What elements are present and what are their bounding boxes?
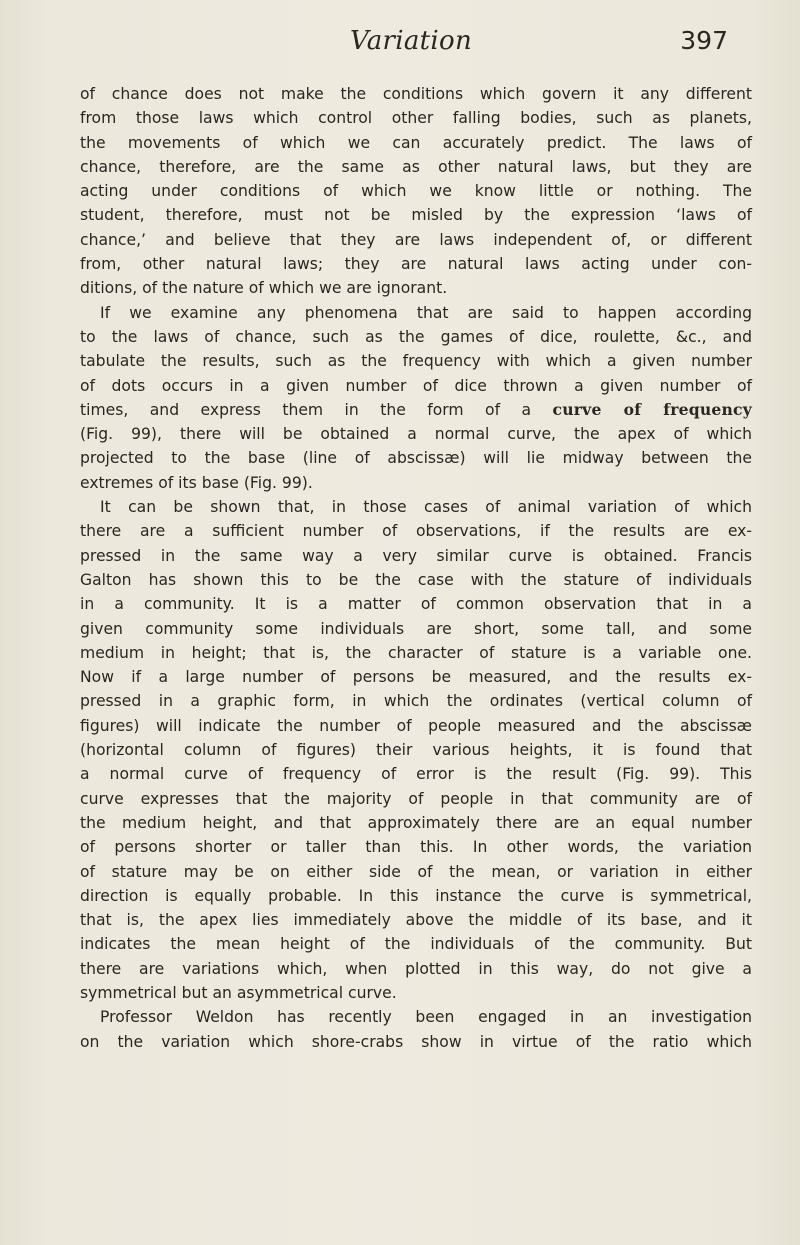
text-line-content: direction is equally probable. In this instance the curve is symmetrical, (80, 886, 752, 905)
text-line (80, 349, 752, 373)
page-number: 397 (680, 26, 728, 55)
text-line-content: of chance does not make the conditions which govern it any different (80, 85, 752, 103)
text-line-content: indicates the mean height of the individuals of the community. But (80, 935, 752, 954)
text-line (80, 155, 752, 179)
text-line-content: chance, therefore, are the same as other natural laws, but they are (80, 157, 752, 176)
text-line (80, 179, 752, 203)
text-line-content: student, therefore, must not be misled by the expression ‘laws of (80, 206, 752, 225)
text-line-content: from, other natural laws; they are natural laws acting under con- (80, 255, 752, 274)
text-line (80, 738, 752, 762)
text-line (80, 714, 752, 738)
text-line-content: symmetrical but an asymmetrical curve. (80, 983, 397, 1002)
text-line-content: medium in height; that is, the character of stature is a variable one. (80, 643, 752, 662)
text-line-content: on the variation which shore-crabs show in virtue of the ratio which (80, 1032, 752, 1051)
text-line-content: figures) will indicate the number of people measured and the abscissæ (80, 716, 752, 735)
text-line (80, 665, 752, 689)
text-line-content: tabulate the results, such as the frequency with which a given number (80, 352, 752, 371)
text-line (80, 908, 752, 932)
text-line (80, 301, 752, 325)
bold-term: curve of frequency (552, 399, 752, 419)
text-line-content: curve expresses that the majority of people in that community are of (80, 789, 752, 808)
text-line-content: the movements of which we can accurately predict. The laws of (80, 133, 752, 152)
text-line-content: ditions, of the nature of which we are ignorant. (80, 279, 448, 298)
text-line (80, 932, 752, 956)
text-line (80, 82, 752, 106)
text-line-content: of dots occurs in a given number of dice thrown a given number of (80, 376, 752, 395)
text-line-content: projected to the base (line of abscissæ) will lie midway between the (80, 449, 752, 468)
text-line (80, 252, 752, 276)
text-line-content: pressed in a graphic form, in which the ordinates (vertical column of (80, 692, 752, 711)
text-line (80, 1005, 752, 1029)
text-line-content: a normal curve of frequency of error is the result (Fig. 99). This (80, 765, 752, 784)
text-line-content: It can be shown that, in those cases of animal variation of which (100, 498, 752, 517)
text-line-content: Galton has shown this to be the case with the stature of individuals (80, 570, 752, 589)
text-line (80, 398, 752, 422)
text-line-content: there are a sufficient number of observations, if the results are ex- (80, 522, 752, 541)
text-line (80, 787, 752, 811)
text-line (80, 617, 752, 641)
text-line (80, 835, 752, 859)
text-line-content: (Fig. 99), there will be obtained a normal curve, the apex of which (80, 425, 752, 444)
text-line (80, 325, 752, 349)
text-line-content: of stature may be on either side of the mean, or variation in either (80, 862, 752, 881)
text-line-content: in a community. It is a matter of common observation that in a (80, 595, 752, 614)
text-line-content: the medium height, and that approximately there are an equal number (80, 813, 752, 832)
text-line (80, 592, 752, 616)
text-line-content: of persons shorter or taller than this. In other words, the variation (80, 838, 752, 857)
text-line-content: given community some individuals are short, some tall, and some (80, 619, 752, 638)
text-line (80, 374, 752, 398)
text-line (80, 957, 752, 981)
text-line (80, 568, 752, 592)
text-line (80, 981, 752, 1005)
text-line (80, 811, 752, 835)
text-line-content: acting under conditions of which we know little or nothing. The (80, 182, 752, 201)
running-head (80, 26, 770, 66)
text-line (80, 884, 752, 908)
text-line-content: times, and express them in the form of a (80, 400, 553, 419)
text-line (80, 446, 752, 470)
text-line (80, 544, 752, 568)
text-line-content: that is, the apex lies immediately above the middle of its base, and it (80, 911, 752, 930)
text-line (80, 228, 752, 252)
running-title: Variation (350, 26, 472, 56)
text-line (80, 471, 752, 495)
text-line (80, 519, 752, 543)
text-line (80, 495, 752, 519)
text-line (80, 203, 752, 227)
text-line-content: from those laws which control other falling bodies, such as planets, (80, 109, 752, 128)
text-line (80, 762, 752, 786)
text-line (80, 860, 752, 884)
text-line (80, 131, 752, 155)
text-line-content: Professor Weldon has recently been engaged in an investigation (100, 1008, 752, 1027)
text-line (80, 106, 752, 130)
text-line-content: Now if a large number of persons be measured, and the results ex- (80, 668, 752, 687)
text-line (80, 1030, 752, 1054)
text-line (80, 276, 752, 300)
text-line (80, 641, 752, 665)
text-line (80, 689, 752, 713)
body-text (80, 82, 752, 1054)
text-line (80, 422, 752, 446)
text-line-content: chance,’ and believe that they are laws independent of, or different (80, 230, 752, 249)
text-line-content: pressed in the same way a very similar curve is obtained. Francis (80, 546, 752, 565)
text-line-content: If we examine any phenomena that are said to happen according (100, 303, 752, 322)
text-line-content: extremes of its base (Fig. 99). (80, 473, 313, 492)
text-line-content: there are variations which, when plotted in this way, do not give a (80, 959, 752, 978)
text-line-content: (horizontal column of figures) their various heights, it is found that (80, 741, 752, 760)
text-line-content: to the laws of chance, such as the games of dice, roulette, &c., and (80, 327, 752, 346)
